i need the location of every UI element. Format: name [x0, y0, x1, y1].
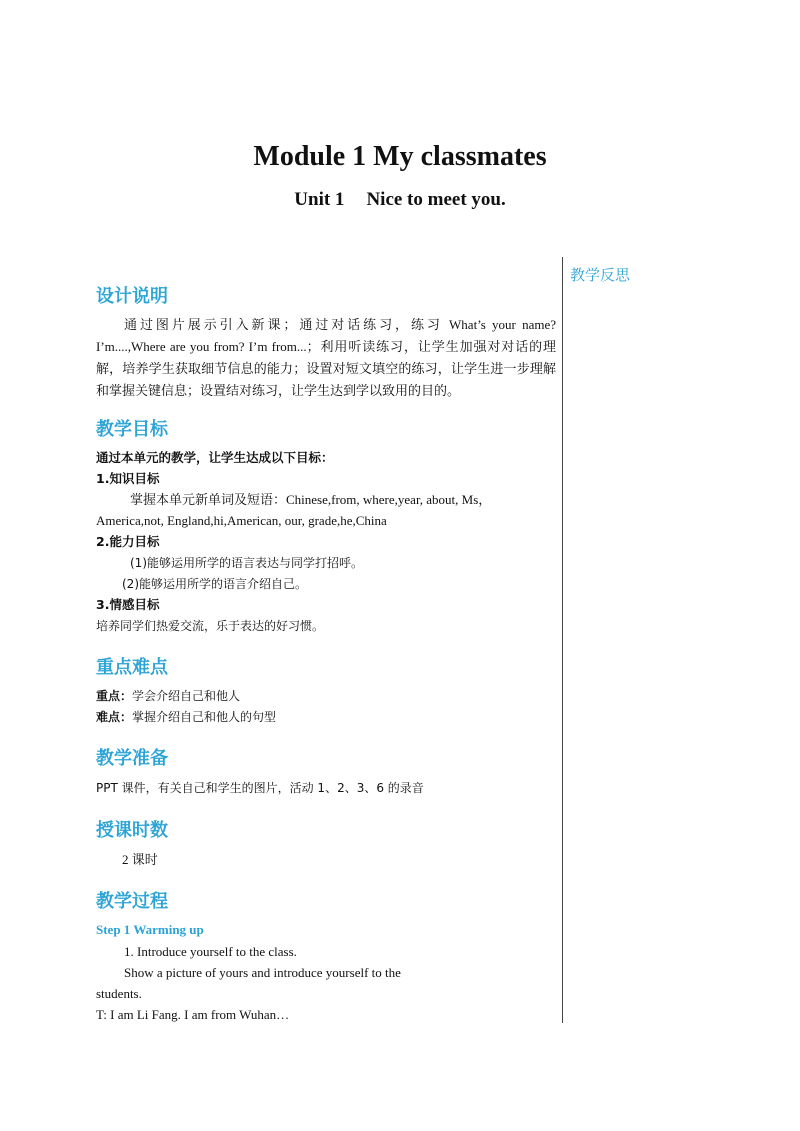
difficult-point-label: 难点：	[96, 710, 133, 724]
knowledge-line-2: America,not, England,hi,American, our, grade,he,China	[96, 513, 387, 528]
difficult-point-text: 掌握介绍自己和他人的句型	[132, 710, 277, 724]
step-1-item-1: 1. Introduce yourself to the class.	[124, 944, 297, 959]
design-paragraph: 通过图片展示引入新课；通过对话练习，练习 What’s your name? I’m....,Where are you from? I’m from...；利用听读练习，让学生加强对对话的理解，培养学生获取细节信息的能力；设置对短文填空的练习，让学生进一步理解和掌握关键信息；设置结对练习，让学生达到学以致用的目的。	[96, 317, 556, 398]
key-point-label: 重点：	[96, 689, 133, 703]
step-1-item-3: T: I am Li Fang. I am from Wuhan…	[96, 1007, 290, 1022]
key-point	[96, 686, 240, 706]
emotion-text: 培养同学们热爱交流，乐于表达的好习惯。	[96, 619, 325, 633]
step-1-heading: Step 1 Warming up	[96, 922, 204, 937]
hours-heading: 授课时数	[96, 820, 168, 841]
knowledge-line-1: 掌握本单元新单词及短语：Chinese,from, where,year, about, Ms，	[130, 492, 492, 507]
objectives-heading: 教学目标	[96, 419, 168, 440]
unit-number: Unit 1	[294, 189, 345, 210]
preparation-text: PPT 课件，有关自己和学生的图片，活动 1、2、3、6 的录音	[96, 781, 424, 795]
keypoints-heading: 重点难点	[96, 657, 168, 678]
page-title: Module 1 My classmates	[253, 141, 547, 172]
ability-item-2: (2)能够运用所学的语言介绍自己。	[122, 577, 307, 591]
step-1-item-2-cont: students.	[96, 986, 142, 1001]
preparation-heading: 教学准备	[96, 748, 168, 769]
hours-text: 2 课时	[122, 852, 158, 867]
ability-label: 2.能力目标	[96, 534, 160, 549]
design-heading: 设计说明	[96, 286, 168, 307]
knowledge-label: 1.知识目标	[96, 471, 160, 486]
step-1-content	[96, 941, 436, 1025]
unit-subtitle	[0, 189, 800, 211]
emotion-label: 3.情感目标	[96, 597, 160, 612]
unit-title: Nice to meet you.	[366, 189, 506, 210]
key-point-text: 学会介绍自己和他人	[132, 689, 241, 703]
step-1-item-2: Show a picture of yours and introduce yourself to the	[124, 965, 401, 980]
reflection-heading: 教学反思	[570, 266, 631, 284]
column-divider	[562, 257, 563, 1023]
difficult-point	[96, 707, 276, 727]
objectives-intro: 通过本单元的教学，让学生达成以下目标：	[96, 450, 334, 465]
ability-item-1: (1)能够运用所学的语言表达与同学打招呼。	[130, 556, 363, 570]
process-heading: 教学过程	[96, 891, 168, 912]
